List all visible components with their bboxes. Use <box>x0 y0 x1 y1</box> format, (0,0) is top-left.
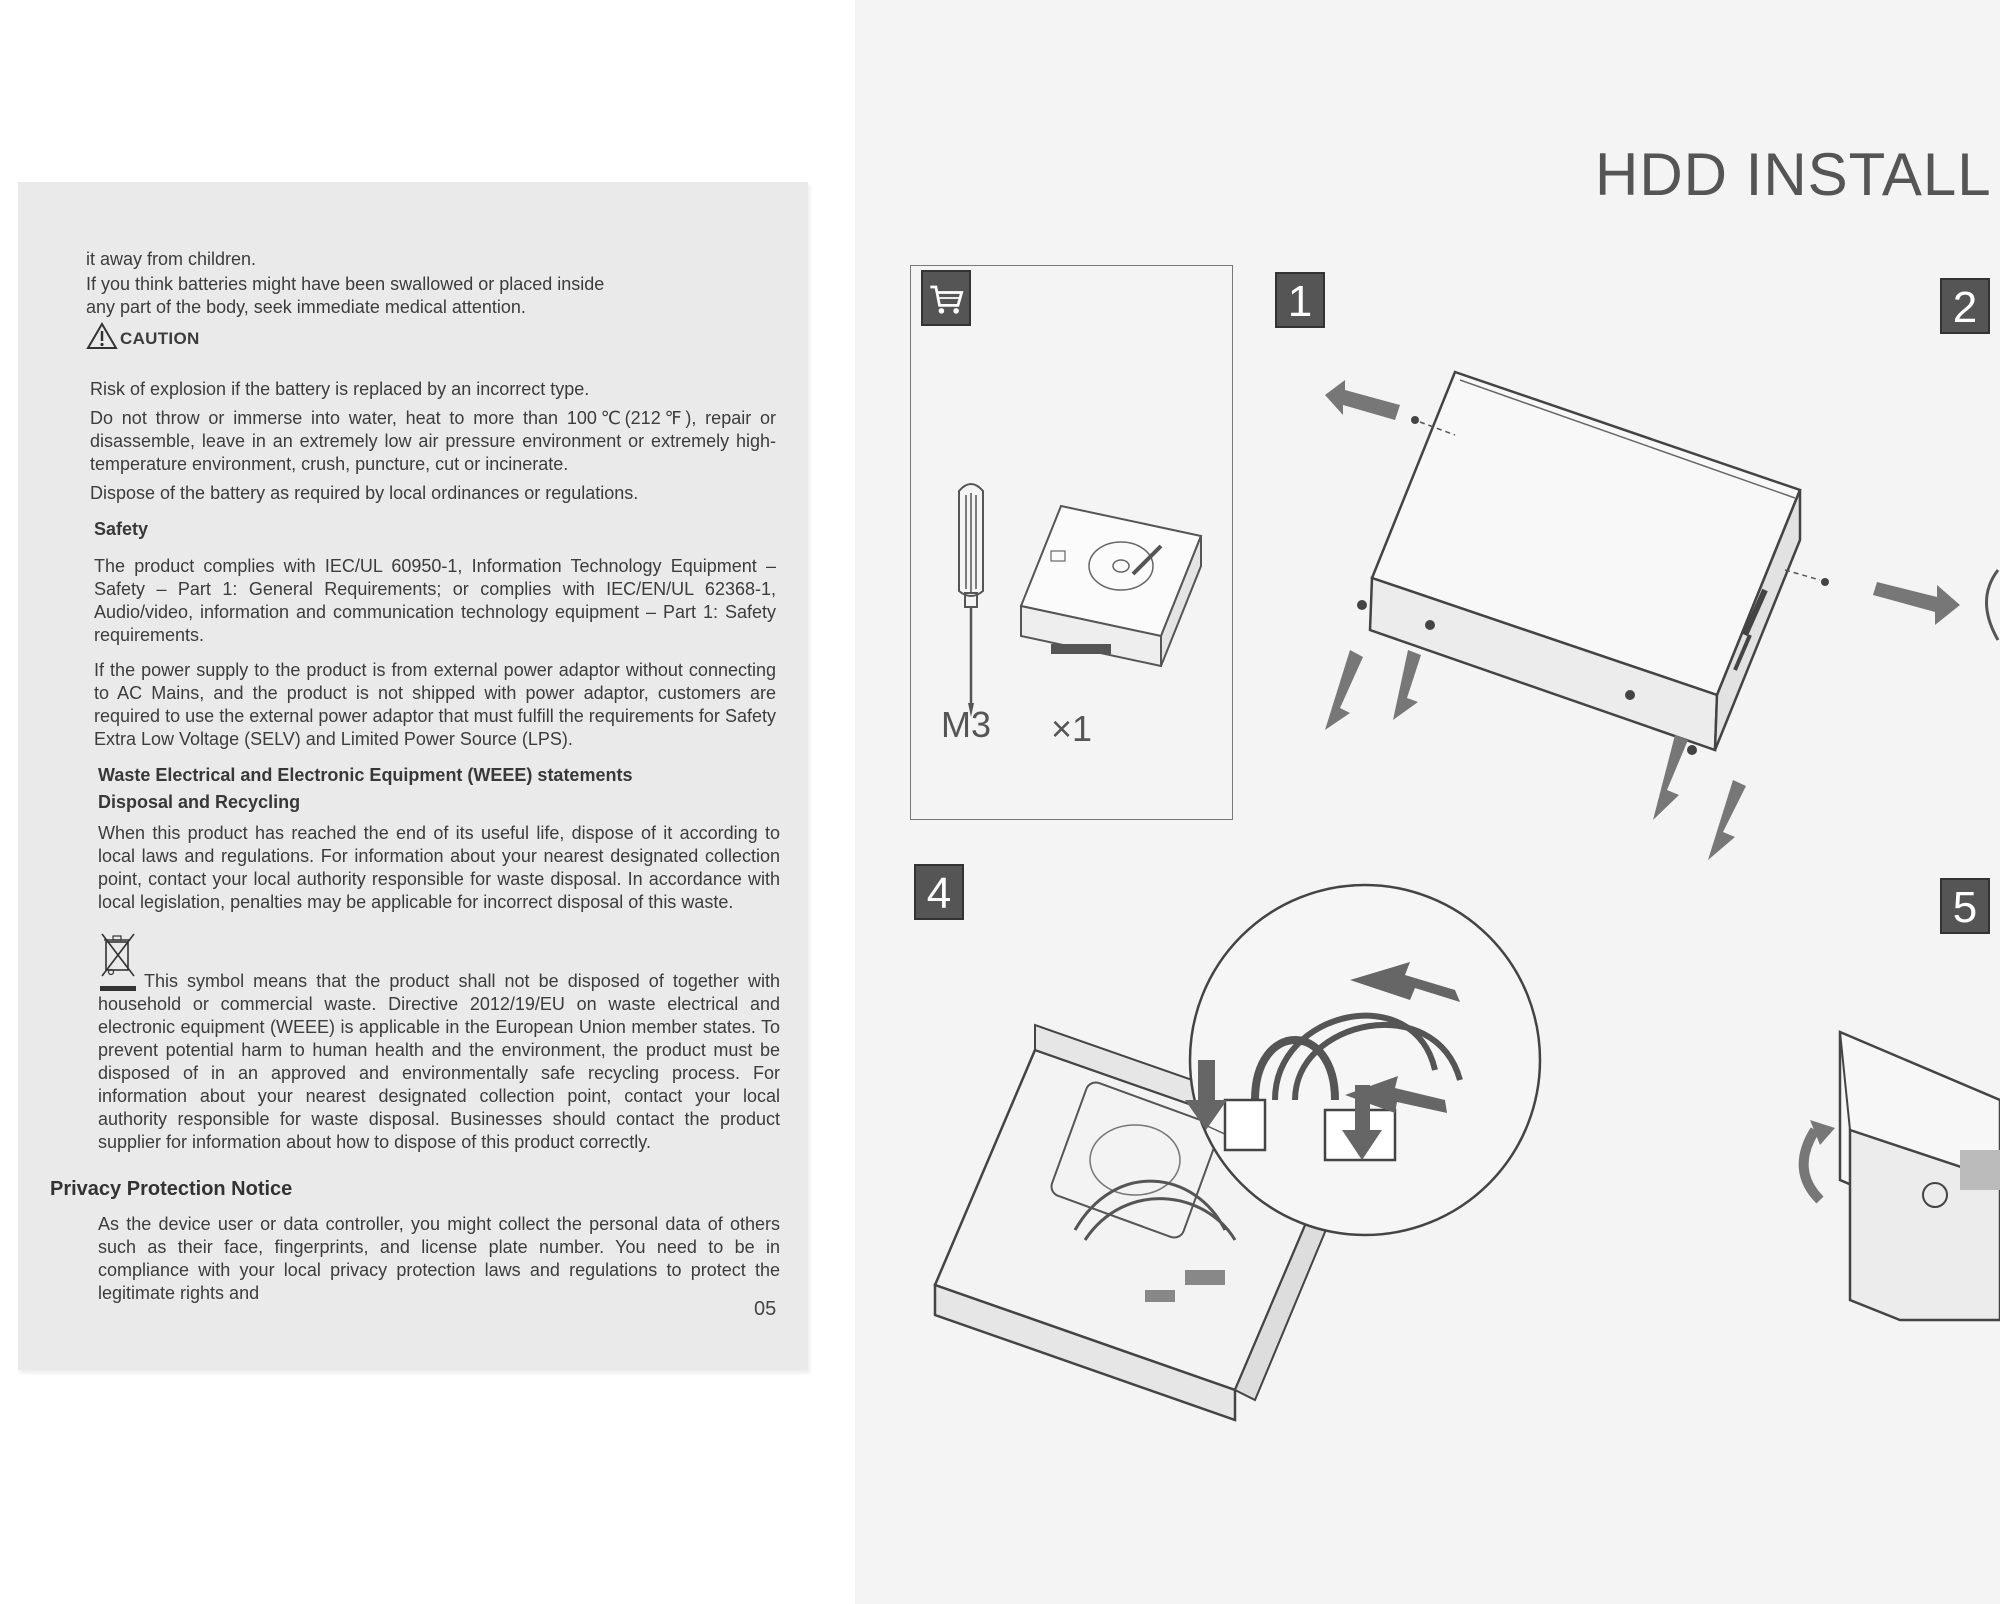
tools-panel <box>910 265 1233 820</box>
caution-item: Do not throw or immerse into water, heat to more than 100℃(212℉), repair or disassemble, leave in an extremely low air pressure environment or extremely high-temperature environment, crush, puncture, cut or incinerate. <box>90 408 776 474</box>
weee-symbol-text <box>98 970 780 1154</box>
weee-symbol-paragraph <box>98 928 780 1154</box>
disposal-subheading: Disposal and Recycling <box>98 792 301 812</box>
battery-text-block <box>86 248 626 319</box>
caution-label: CAUTION <box>120 329 200 348</box>
safety-section <box>94 518 776 751</box>
privacy-section <box>50 1178 790 1305</box>
step-1-badge: 1 <box>1275 272 1325 328</box>
right-manual-page <box>855 0 2000 1604</box>
weee-symbol-first: This symbol means that the product shall not be disposed of together with <box>144 971 780 991</box>
caution-list <box>90 378 776 505</box>
step-2-partial-illustration <box>1970 560 2000 680</box>
caution-heading <box>86 322 200 350</box>
caution-item: Risk of explosion if the battery is replaced by an incorrect type. <box>90 379 590 399</box>
step-5-partial-illustration <box>1780 1020 2000 1320</box>
page-number: 05 <box>754 1298 777 1320</box>
page-title: HDD INSTALL <box>1595 141 1992 208</box>
left-manual-page <box>18 182 808 1370</box>
step-5-badge: 5 <box>1940 878 1990 934</box>
step-1-device-illustration <box>1245 350 1945 910</box>
step-4-chassis-illustration <box>915 900 1635 1460</box>
weee-section <box>98 764 780 1154</box>
screw-quantity-label: ×1 <box>1051 708 1093 749</box>
shopping-cart-icon <box>921 270 971 326</box>
warning-triangle-icon <box>86 322 118 350</box>
hard-disk-illustration <box>1011 496 1211 686</box>
screwdriver-illustration <box>951 481 991 721</box>
safety-paragraph: The product complies with IEC/UL 60950-1, Information Technology Equipment – Safety – Part 1: General Requirements; or complies with IEC/EN/UL 62368-1, Audio/video, information and communication technology equipment – Part 1: Safety requirements. <box>94 556 776 645</box>
weee-heading: Waste Electrical and Electronic Equipment (WEEE) statements <box>98 765 633 785</box>
disposal-paragraph: When this product has reached the end of its useful life, dispose of it according to local laws and regulations. For information about your nearest designated collection point, contact your local authority responsible for waste disposal. In accordance with local legislation, penalties may be applicable for incorrect disposal of this waste. <box>98 823 780 912</box>
safety-heading: Safety <box>94 519 149 539</box>
screw-size-label: M3 <box>941 704 992 745</box>
step-4-badge: 4 <box>914 864 964 920</box>
privacy-paragraph: As the device user or data controller, you might collect the personal data of others such as their face, fingerprints, and license plate number. You need to be in compliance with your local privacy protection laws and regulations to protect the legitimate rights and <box>98 1214 780 1303</box>
caution-item: Dispose of the battery as required by local ordinances or regulations. <box>90 483 639 503</box>
privacy-heading: Privacy Protection Notice <box>50 1178 293 1200</box>
safety-paragraph: If the power supply to the product is from external power adaptor without connecting to AC Mains, and the product is not shipped with power adaptor, customers are required to use the external power adaptor that must fulfill the requirements for Safety Extra Low Voltage (SELV) and Limited Power Source (LPS). <box>94 660 776 749</box>
battery-tail-text: it away from children. <box>86 249 257 269</box>
weee-symbol-rest: household or commercial waste. Directive 2012/19/EU on waste electrical and electronic equipment (WEEE) is applicable in the European Union member states. To prevent potential harm to human health and the environment, the product must be disposed of in an approved and environmentally safe recycling process. For information about your nearest designated collection point, contact your local authority responsible for waste disposal. Businesses should contact the product supplier for information about how to dispose of this product correctly. <box>98 994 780 1152</box>
battery-swallowed-text: If you think batteries might have been swallowed or placed inside any part of the body, seek immediate medical attention. <box>86 274 605 317</box>
step-2-badge: 2 <box>1940 278 1990 334</box>
